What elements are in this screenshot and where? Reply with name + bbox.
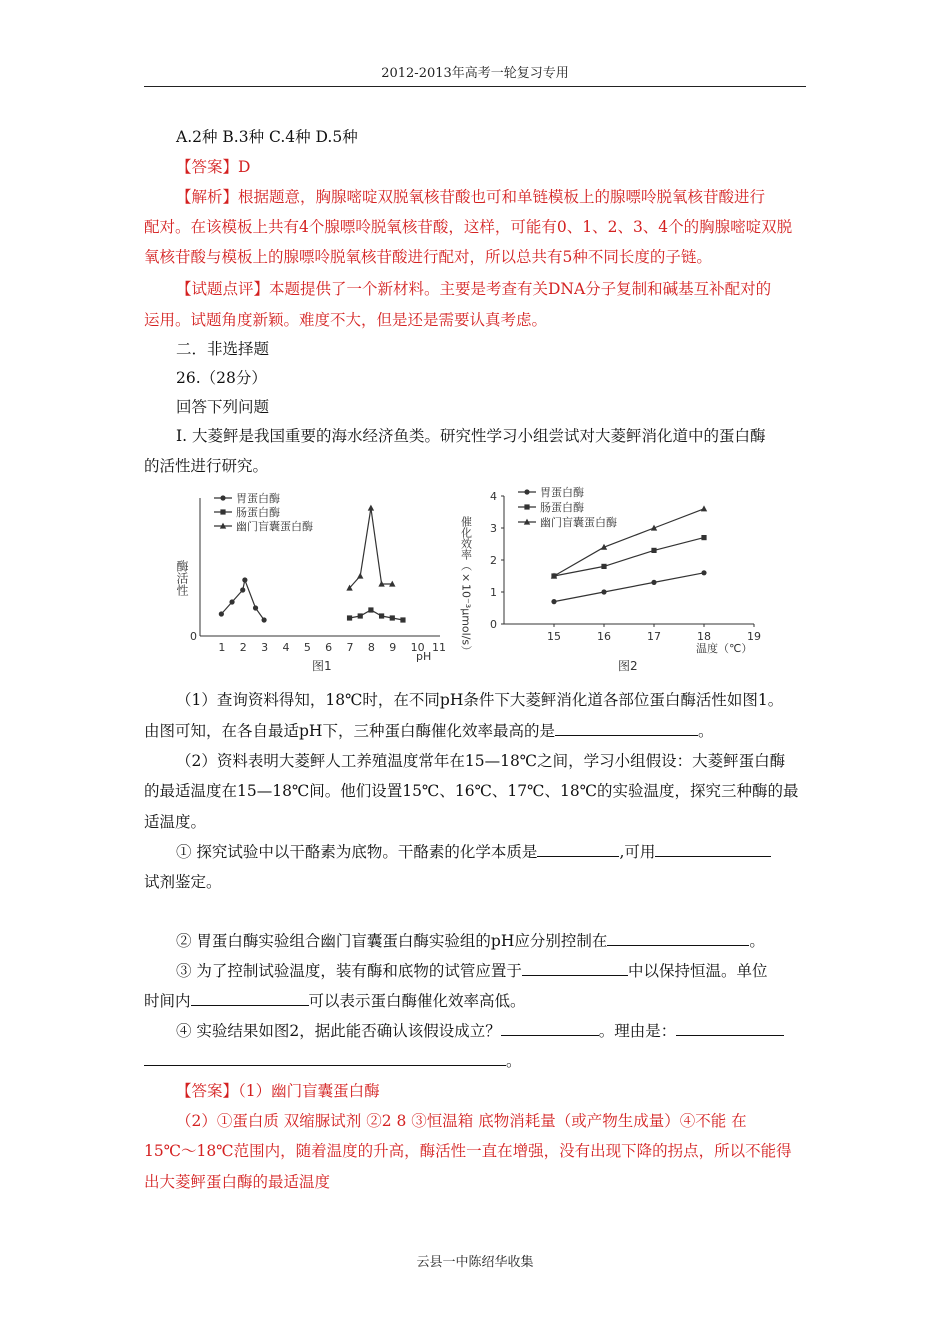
fig1-data-point bbox=[229, 599, 234, 604]
q2-4-line-2 bbox=[144, 1051, 808, 1071]
fig2-y-tick: 0 bbox=[490, 618, 497, 631]
fig2-x-tick: 16 bbox=[597, 630, 611, 643]
answer-label: 【答案】D bbox=[176, 158, 251, 176]
fig1-data-point bbox=[368, 607, 373, 612]
fig1-data-point bbox=[379, 613, 384, 618]
fig1-data-point bbox=[368, 505, 374, 511]
fig1-y-tick: 0 bbox=[190, 630, 197, 643]
fig1-data-point bbox=[253, 605, 258, 610]
q1-line-1: （1）查询资料得知，18℃时，在不同pH条件下大菱鲆消化道各部位蛋白酶活性如图1。 bbox=[176, 691, 784, 709]
analysis-line-1: 【解析】根据题意，胸腺嘧啶双脱氧核苷酸也可和单链模板上的腺嘌呤脱氧核苷酸进行 bbox=[176, 188, 766, 206]
q2-1-blank-a[interactable] bbox=[537, 842, 619, 857]
fig1-caption: 图1 bbox=[312, 659, 332, 673]
fig2-caption: 图2 bbox=[618, 659, 638, 673]
fig2-y-tick: 1 bbox=[490, 586, 497, 599]
fig2-legend-marker bbox=[524, 489, 529, 494]
fig2-legend-label: 幽门盲囊蛋白酶 bbox=[540, 516, 617, 529]
answer2-line-3: 15℃～18℃范围内，随着温度的升高，酶活性一直在增强，没有出现下降的拐点，所以不能得 bbox=[144, 1142, 792, 1160]
question-intro: 回答下列问题 bbox=[176, 398, 270, 416]
fig1-x-tick: 6 bbox=[325, 641, 333, 654]
fig2-y-tick: 4 bbox=[490, 490, 497, 503]
fig2-data-point bbox=[601, 589, 606, 594]
q2-4-mid: 。理由是： bbox=[598, 1022, 677, 1040]
fig2-series-line bbox=[554, 538, 704, 576]
fig1-x-tick: 2 bbox=[239, 641, 247, 654]
fig2-legend-marker bbox=[524, 504, 529, 509]
q2-1-line-2: 试剂鉴定。 bbox=[144, 873, 222, 891]
q2-line-1: （2）资料表明大菱鲆人工养殖温度常年在15—18℃之间，学习小组假设：大菱鲆蛋白酶 bbox=[176, 752, 786, 770]
q1-answer-blank[interactable] bbox=[555, 721, 698, 736]
fig1-x-tick: 10 bbox=[410, 641, 425, 654]
analysis-line-3: 氧核苷酸与模板上的腺嘌呤脱氧核苷酸进行配对，所以总共有5种不同长度的子链。 bbox=[144, 248, 712, 266]
answer2-line-1: 【答案】（1）幽门盲囊蛋白酶 bbox=[176, 1082, 380, 1100]
page-footer: 云县一中陈绍华收集 bbox=[416, 1255, 534, 1270]
fig2-data-point bbox=[701, 570, 706, 575]
answer2-line-4: 出大菱鲆蛋白酶的最适温度 bbox=[144, 1173, 331, 1191]
fig1-series-line bbox=[350, 610, 403, 620]
fig1-legend-label: 肠蛋白酶 bbox=[236, 506, 280, 519]
fig1-y-label: 酶活性 bbox=[175, 560, 189, 596]
fig1-legend-label: 胃蛋白酶 bbox=[236, 492, 280, 505]
comment-line-2: 运用。试题角度新颖。难度不大，但是还是需要认真考虑。 bbox=[144, 311, 548, 329]
q2-4-text: ④ 实验结果如图2，据此能否确认该假设成立？ bbox=[176, 1022, 501, 1040]
fig1-series-line bbox=[221, 580, 264, 620]
fig2-y-tick: 3 bbox=[490, 522, 497, 535]
q2-1-line bbox=[176, 842, 808, 862]
fig1-x-tick: 7 bbox=[346, 641, 354, 654]
fig2-y-label: 催化效率（×10⁻³μmol/s） bbox=[459, 516, 473, 657]
q2-3-blank-b[interactable] bbox=[191, 991, 309, 1006]
fig1-x-tick: 4 bbox=[282, 641, 290, 654]
fig2-data-point bbox=[701, 505, 707, 511]
comment-line-1: 【试题点评】本题提供了一个新材料。主要是考查有关DNA分子复制和碱基互补配对的 bbox=[176, 280, 772, 298]
fig1-legend-label: 幽门盲囊蛋白酶 bbox=[236, 520, 313, 533]
fig1-x-tick: 1 bbox=[218, 641, 226, 654]
q2-line-2: 的最适温度在15—18℃间。他们设置15℃、16℃、17℃、18℃的实验温度，探究三种酶的最 bbox=[144, 782, 799, 800]
q2-3-text: ③ 为了控制试验温度，装有酶和底物的试管应置于 bbox=[176, 962, 522, 980]
fig2-x-tick: 15 bbox=[547, 630, 561, 643]
fig2-x-tick: 18 bbox=[697, 630, 711, 643]
fig2-data-point bbox=[701, 535, 706, 540]
q2-3-end: 可以表示蛋白酶催化效率高低。 bbox=[308, 992, 526, 1010]
fig1-data-point bbox=[358, 613, 363, 618]
q2-2-blank[interactable] bbox=[607, 931, 749, 946]
fig1-data-point bbox=[347, 615, 352, 620]
fig2-x-label: 温度（℃） bbox=[696, 642, 753, 655]
header-rule bbox=[144, 86, 806, 87]
q2-1-mid: ,可用 bbox=[619, 843, 656, 861]
q2-4-line bbox=[176, 1021, 808, 1041]
fig2-y-tick: 2 bbox=[490, 554, 497, 567]
q2-2-line bbox=[176, 931, 808, 951]
question-part1-line-1: I. 大菱鲆是我国重要的海水经济鱼类。研究性学习小组尝试对大菱鲆消化道中的蛋白酶 bbox=[176, 427, 766, 445]
fig1-data-point bbox=[242, 577, 247, 582]
fig1-series-line bbox=[350, 508, 393, 588]
fig1-x-tick: 3 bbox=[261, 641, 269, 654]
figure-2-chart bbox=[459, 484, 762, 678]
fig2-data-point bbox=[551, 599, 556, 604]
fig2-data-point bbox=[601, 564, 606, 569]
question-number: 26.（28分） bbox=[176, 369, 267, 387]
fig1-legend-marker bbox=[220, 495, 225, 500]
q2-3-start: 时间内 bbox=[144, 992, 191, 1010]
q2-3-mid: 中以保持恒温。单位 bbox=[627, 962, 768, 980]
q2-1-blank-b[interactable] bbox=[655, 842, 771, 857]
q2-3-line bbox=[176, 961, 808, 981]
fig1-x-tick: 9 bbox=[389, 641, 397, 654]
fig1-data-point bbox=[240, 587, 245, 592]
fig2-x-tick: 17 bbox=[647, 630, 661, 643]
question-part1-line-2: 的活性进行研究。 bbox=[144, 457, 269, 475]
fig1-x-tick: 11 bbox=[432, 641, 446, 654]
fig1-x-tick: 8 bbox=[367, 641, 375, 654]
q2-line-3: 适温度。 bbox=[144, 813, 207, 831]
fig2-series-line bbox=[554, 573, 704, 602]
page-header: 2012-2013年高考一轮复习专用 bbox=[381, 66, 569, 81]
analysis-line-2: 配对。在该模板上共有4个腺嘌呤脱氧核苷酸，这样，可能有0、1、2、3、4个的胸腺嘧啶双脱 bbox=[144, 218, 793, 236]
q1-text: 由图可知，在各自最适pH下，三种蛋白酶催化效率最高的是 bbox=[144, 722, 555, 740]
fig1-legend-marker bbox=[220, 509, 225, 514]
figure-1-chart bbox=[175, 484, 448, 678]
q2-2-end: 。 bbox=[749, 932, 765, 950]
answer2-line-2: （2）①蛋白质 双缩脲试剂 ②2 8 ③恒温箱 底物消耗量（或产物生成量）④不能 在 bbox=[176, 1112, 747, 1130]
q2-1-text: ① 探究试验中以干酪素为底物。干酪素的化学本质是 bbox=[176, 843, 538, 861]
fig1-x-label: pH bbox=[416, 650, 432, 663]
q1-line-2 bbox=[144, 721, 808, 741]
fig1-data-point bbox=[357, 573, 363, 579]
fig1-data-point bbox=[219, 611, 224, 616]
fig1-data-point bbox=[390, 615, 395, 620]
fig1-data-point bbox=[261, 617, 266, 622]
q2-3-line-2 bbox=[144, 991, 808, 1011]
q1-end: 。 bbox=[697, 722, 714, 740]
q2-2-text: ② 胃蛋白酶实验组合幽门盲囊蛋白酶实验组的pH应分别控制在 bbox=[176, 932, 608, 950]
fig2-legend-label: 肠蛋白酶 bbox=[540, 501, 584, 514]
q2-4-blank-a[interactable] bbox=[501, 1021, 599, 1036]
q2-4-blank-b[interactable] bbox=[676, 1021, 784, 1036]
fig2-x-tick: 19 bbox=[747, 630, 761, 643]
fig2-legend-label: 胃蛋白酶 bbox=[540, 486, 584, 499]
fig2-data-point bbox=[651, 580, 656, 585]
answer-options: A.2种 B.3种 C.4种 D.5种 bbox=[176, 128, 358, 146]
q2-4-end: 。 bbox=[506, 1052, 522, 1070]
fig1-x-tick: 5 bbox=[303, 641, 311, 654]
fig2-data-point bbox=[651, 548, 656, 553]
q2-3-blank-a[interactable] bbox=[522, 961, 628, 976]
section-heading: 二．非选择题 bbox=[176, 340, 270, 358]
fig1-data-point bbox=[400, 617, 405, 622]
q2-4-blank-c[interactable] bbox=[144, 1051, 506, 1066]
